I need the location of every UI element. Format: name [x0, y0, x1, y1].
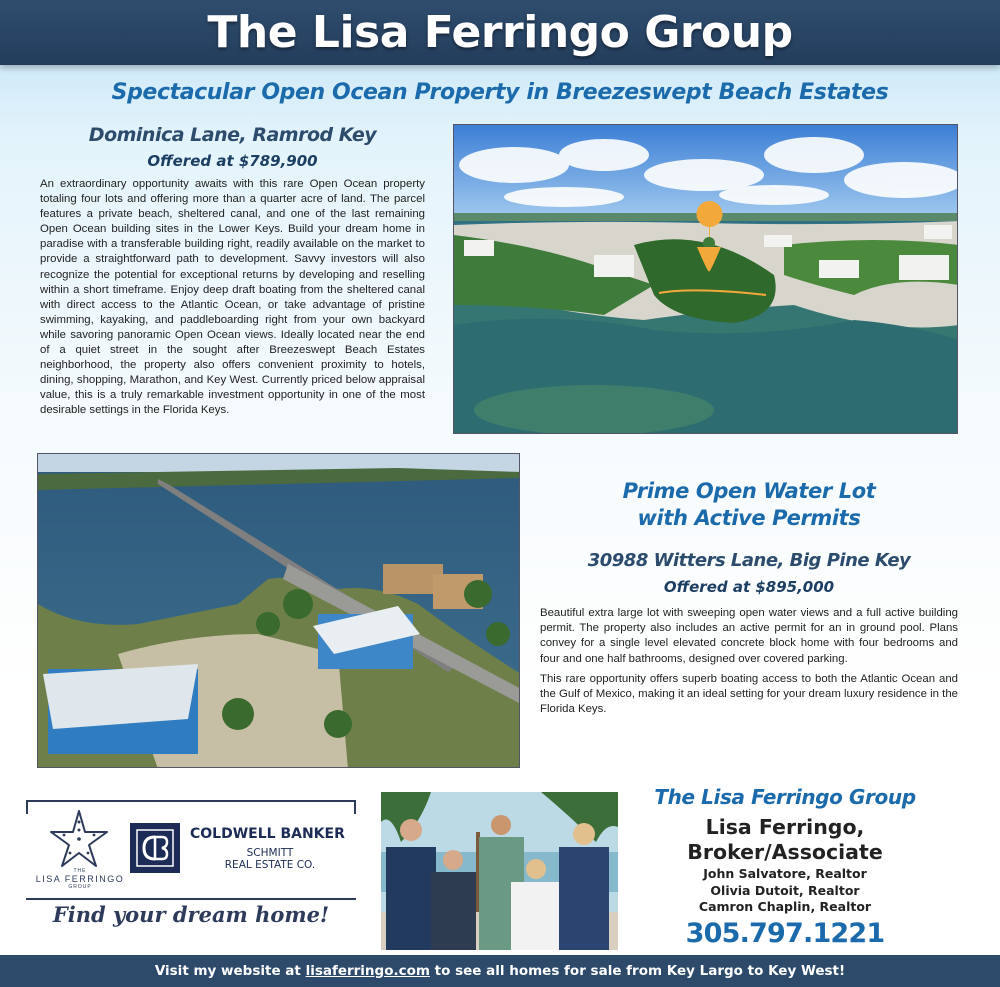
cb-sub-line2: REAL ESTATE CO. [224, 859, 316, 871]
broker-name: Lisa Ferringo, [705, 815, 865, 839]
tagline: Find your dream home! [52, 902, 330, 927]
page-title: The Lisa Ferringo Group [207, 7, 793, 58]
cb-sub-line1: SCHMITT [246, 847, 294, 859]
broker-title: Broker/Associate [687, 840, 883, 864]
listing2-aerial-photo [37, 453, 520, 768]
listing2-headline-line1: Prime Open Water Lot [622, 479, 876, 503]
listing1-address: Dominica Lane, Ramrod Key [88, 124, 377, 146]
listing2-price: Offered at $895,000 [663, 578, 835, 596]
realtor-list [640, 866, 930, 916]
listing2-headline-line2: with Active Permits [637, 506, 861, 530]
realtor-item: Camron Chaplin, Realtor [698, 899, 872, 914]
coldwell-banker-logo-icon [130, 823, 180, 873]
lfg-group: GROUP [68, 884, 92, 890]
lfg-the: THE [73, 868, 87, 874]
footer-banner [0, 955, 1000, 987]
footer-prefix: Visit my website at [154, 963, 306, 979]
listing2-description [540, 606, 958, 722]
listing2-paragraph2: This rare opportunity offers superb boating access to both the Atlantic Ocean and the Gulf of Mexico, making it an ideal setting for your dream luxury residence in the Florida Keys. [540, 672, 958, 716]
footer-suffix: to see all homes for sale from Key Largo to Key West! [429, 963, 846, 979]
website-link[interactable]: lisaferringo.com [305, 963, 430, 979]
team-photo [381, 792, 618, 950]
contact-group-name: The Lisa Ferringo Group [654, 785, 916, 809]
listing1-aerial-photo [453, 124, 958, 434]
coldwell-banker-title: COLDWELL BANKER [190, 826, 345, 842]
lfg-wordmark [30, 868, 130, 890]
listing2-paragraph1: Beautiful extra large lot with sweeping open water views and a full active building permit. The property also includes an active permit for an in ground pool. Plans convey for a single level elevated concrete block home with four bedrooms and four and one half bathrooms, designed over covered parking. [540, 607, 958, 665]
header-banner [0, 0, 1000, 65]
listing2-headline [540, 478, 958, 532]
realtor-item: Olivia Dutoit, Realtor [710, 882, 860, 898]
listing1-description: An extraordinary opportunity awaits with this rare Open Ocean property totaling four lots and offering more than a quarter acre of land. The parcel features a private beach, sheltered canal, and one of the last remaining Open Ocean building sites in the Lower Keys. Build your dream home in paradise with a transferable building right, readily available on the market to provide a straightforward path to development. Savvy investors will also recognize the potential for exceptional returns by developing and reselling within a short timeframe. Enjoy deep draft boating from the sheltered canal with direct access to the Atlantic Ocean, or take advantage of pristine swimming, kayaking, and paddleboarding right from your own backyard while savoring panoramic Open Ocean views. Ideally located near the end of a quiet street in the sought after Breezeswept Beach Estates neighborhood, the property also offers convenient proximity to hotels, dining, shopping, Marathon, and Key West. Currently priced below appraisal value, this is a truly remarkable investment opportunity in one of the most desirable settings in the Florida Keys. [40, 178, 425, 417]
lfg-name: LISA FERRINGO [35, 874, 125, 884]
realtor-item: John Salvatore, Realtor [703, 866, 867, 881]
starfish-logo-icon [48, 808, 110, 875]
contact-broker [640, 815, 930, 865]
listing2-address: 30988 Witters Lane, Big Pine Key [587, 550, 911, 571]
listing1-price: Offered at $789,900 [147, 152, 318, 170]
coldwell-banker-subtitle [190, 847, 350, 871]
phone-number[interactable]: 305.797.1221 [685, 918, 885, 949]
main-headline: Spectacular Open Ocean Property in Breezeswept Beach Estates [111, 80, 889, 105]
